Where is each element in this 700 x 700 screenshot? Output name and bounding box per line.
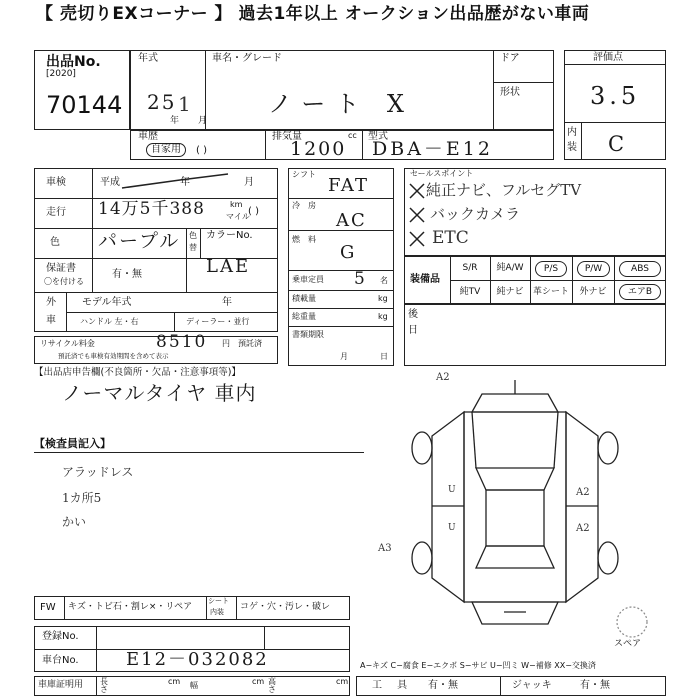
shamei-value: ノート X <box>268 90 414 118</box>
equip-airbag: エアB <box>619 284 661 300</box>
rear-label-2: 日 <box>408 325 418 336</box>
mark-a2-rear: A2 <box>576 523 590 534</box>
equip-navi: 純ナビ <box>496 287 524 297</box>
model-label: 型式 <box>368 131 388 142</box>
equip-ps: P/S <box>535 261 567 277</box>
recycle-note: 預託済でも車検有効期間を含めて表示 <box>58 352 169 360</box>
color-code-value: LAE <box>206 256 251 277</box>
header-title: 【 売切りEXコーナー 】 過去1年以上 オークション出品歴がない車両 <box>36 4 590 24</box>
sales-point-1: 純正ナビ、フルセグTV <box>426 181 582 199</box>
import-dealer: ディーラー・並行 <box>186 317 250 326</box>
mileage-label: 走行 <box>46 207 66 218</box>
shaken-label: 車検 <box>46 177 66 188</box>
sales-point-3: ETC <box>432 228 469 248</box>
cert-height: 高さ <box>268 677 276 694</box>
weight-unit: kg <box>378 312 388 321</box>
interior-label-2: 装 <box>567 142 577 153</box>
aircon-label: 冷房 <box>292 201 324 210</box>
month-suffix: 月 <box>198 116 208 126</box>
cert-length: 長さ <box>100 677 108 694</box>
cert-width-unit: cm <box>252 677 265 686</box>
mark-a2-right: A2 <box>576 487 590 498</box>
shaken-month: 月 <box>244 177 254 188</box>
registration-label: 登録No. <box>42 631 79 642</box>
mark-a2-front: A2 <box>436 372 450 383</box>
fuel-label: 燃料 <box>292 235 324 244</box>
equip-leather: 革シート <box>532 287 569 297</box>
capacity-label: 乗車定員 <box>292 275 324 284</box>
aircon-value: AC <box>336 210 367 231</box>
color-code-label: カラーNo. <box>206 230 253 241</box>
inspector-line-3: かい <box>62 515 87 529</box>
engine-value: 1200 <box>290 138 347 160</box>
damage-legend: A−キズ C−腐食 E−エクボ S−サビ U−凹ミ W−補修 XX−交換済 <box>360 661 596 670</box>
rear-box <box>404 304 666 366</box>
mileage-paren: ( ) <box>248 206 259 217</box>
load-unit: kg <box>378 294 388 303</box>
equip-ext-navi: 外ナビ <box>579 287 607 297</box>
inspector-label: 【検査員記入】 <box>34 437 111 450</box>
rear-label-1: 後 <box>408 309 418 320</box>
inspector-line-2: 1カ所5 <box>62 491 102 505</box>
sales-points-label: セールスポイント <box>410 169 474 178</box>
cert-length-unit: cm <box>168 677 181 686</box>
nensiki-value: 25 <box>147 90 177 114</box>
cert-width: 幅 <box>190 681 198 690</box>
mileage-value: 14万5千388 <box>98 199 205 219</box>
lot-label: 出品No. <box>46 54 101 70</box>
recycle-deposit: 預託済 <box>238 339 262 348</box>
lot-number: 70144 <box>46 91 123 119</box>
score-label: 評価点 <box>593 52 623 63</box>
import-model-year: モデル年式 <box>82 297 132 308</box>
fw-label: FW <box>40 602 56 613</box>
car-damage-diagram <box>404 372 626 640</box>
year-suffix: 年 <box>170 116 180 126</box>
fw-text: キズ・トビ石・割レ×・リペア <box>68 602 193 612</box>
engine-unit: cc <box>348 131 357 140</box>
month-value: 1 <box>178 92 191 116</box>
equip-sr: S/R <box>462 263 478 273</box>
recycle-unit: 円 <box>222 339 230 348</box>
import-year: 年 <box>222 297 232 308</box>
equip-aw: 純A/W <box>496 263 524 273</box>
tools-label: 工 具 <box>372 680 414 691</box>
chassis-label: 車台No. <box>42 655 79 666</box>
fuel-value: G <box>340 242 357 263</box>
equip-pw: P/W <box>577 261 610 277</box>
color-change-2: 替 <box>189 243 197 252</box>
fw-seat-2: 内装 <box>210 608 224 616</box>
warranty-sub: 〇を付ける <box>44 277 84 286</box>
shift-label: シフト <box>292 170 316 179</box>
inspector-line-1: アラッドレス <box>62 465 134 479</box>
import-handle: ハンドル 左・右 <box>80 317 139 326</box>
use-value: 自家用 <box>146 143 186 157</box>
door-label: ドア <box>500 53 520 64</box>
import-label-1: 外 <box>46 297 56 308</box>
jack-value: 有・無 <box>580 680 610 691</box>
keijo-label: 形状 <box>500 87 520 98</box>
recycle-label: リサイクル料金 <box>40 339 95 348</box>
score-value: 3.5 <box>590 82 641 110</box>
color-label: 色 <box>50 237 60 248</box>
warranty-label: 保証書 <box>46 263 76 274</box>
use-paren: ( ) <box>196 145 207 156</box>
color-value: パープル <box>98 230 181 252</box>
fw-seat-text: コゲ・穴・汚レ・破レ <box>240 602 331 612</box>
sales-point-2: バックカメラ <box>430 205 521 223</box>
shaken-heisei: 平成 <box>100 177 120 188</box>
model-value: DBA－E12 <box>372 138 493 160</box>
check-marks-icon <box>406 180 428 252</box>
nensiki-label: 年式 <box>138 53 158 64</box>
notes-value: ノーマルタイヤ 車内 <box>62 381 257 405</box>
equip-tv: 純TV <box>459 287 481 297</box>
mark-u-2: U <box>448 523 456 533</box>
cert-height-unit: cm <box>336 677 349 686</box>
equip-abs: ABS <box>619 261 661 277</box>
color-change-1: 色 <box>189 231 197 240</box>
warranty-value: 有・無 <box>112 269 142 280</box>
shamei-label: 車名・グレード <box>212 53 282 64</box>
recycle-value: 8510 <box>156 332 208 352</box>
expiry-month: 月 <box>340 352 348 361</box>
chassis-value: E12－032082 <box>126 649 269 670</box>
spare-label: スペア <box>614 639 642 649</box>
load-label: 積載量 <box>292 294 316 303</box>
mileage-unit-mile: マイル <box>226 212 250 221</box>
mileage-unit-km: km <box>230 200 243 209</box>
interior-label-1: 内 <box>567 127 577 138</box>
expiry-label: 書類期限 <box>292 330 324 339</box>
certificate-label: 車庫証明用 <box>38 680 84 690</box>
spare-tire-icon <box>614 604 650 640</box>
shaken-strike-icon <box>120 170 230 194</box>
mark-u-1: U <box>448 485 456 495</box>
shift-value: FAT <box>328 175 369 196</box>
capacity-value: 5 <box>354 269 367 289</box>
shaken-year: 年 <box>180 177 190 188</box>
notes-label: 【出品店申告欄(不良箇所・欠品・注意事項等)】 <box>34 367 241 378</box>
fw-seat-1: シート <box>208 597 229 605</box>
capacity-unit: 名 <box>380 276 388 285</box>
tools-value: 有・無 <box>428 680 458 691</box>
jack-label: ジャッキ <box>512 680 552 691</box>
weight-label: 総重量 <box>292 312 316 321</box>
mark-a3-left: A3 <box>378 543 392 554</box>
use-label: 車歴 <box>138 131 158 142</box>
equipment-label: 装備品 <box>410 274 440 285</box>
import-label-2: 車 <box>46 315 56 326</box>
interior-value: C <box>608 132 627 156</box>
engine-label: 排気量 <box>272 131 302 142</box>
lot-year-code: [2020] <box>46 69 76 79</box>
expiry-day: 日 <box>380 352 388 361</box>
